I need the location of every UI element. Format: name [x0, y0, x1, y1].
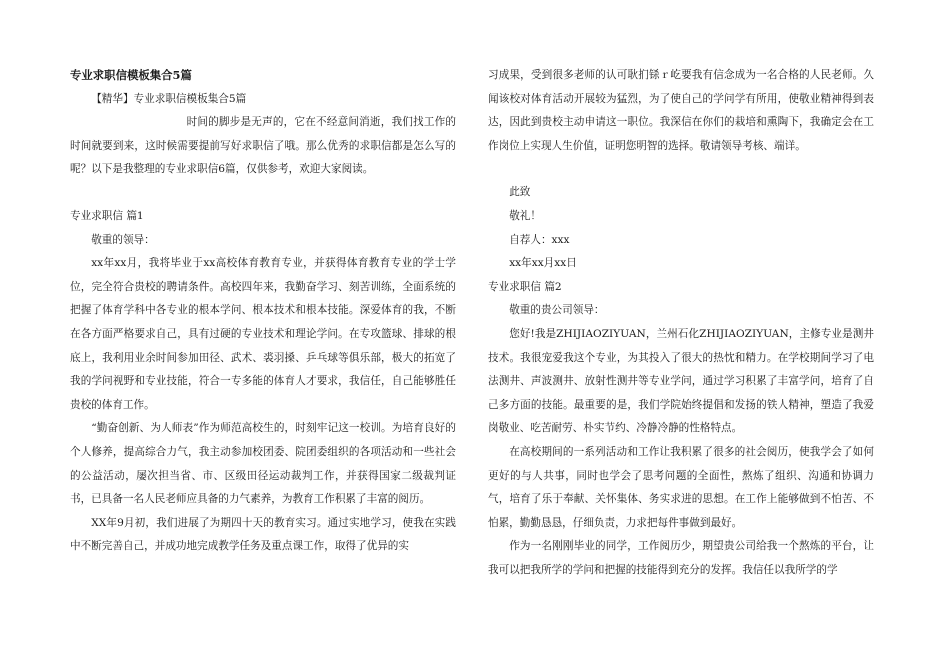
intro-paragraph: 时间的脚步是无声的，它在不经意间消逝，我们找工作的时间就要到来，这时候需要提前写好求职信了哦。那么优秀的求职信都是怎么写的呢？以下是我整理的专业求职信6篇，仅供参考，欢迎大家阅读。 — [70, 116, 456, 176]
letter2-paragraph-3: 作为一名刚刚毕业的同学，工作阅历少，期望贵公司给我一个熬炼的平台，让我可以把我所学的学问和把握的技能得到充分的发挥。我信任以我所学的学 — [488, 540, 874, 576]
letter2-salutation: 敬重的贵公司领导： — [509, 304, 605, 317]
letter1-salutation: 敬重的领导： — [91, 233, 155, 246]
letter1-closing-1: 此致 — [509, 186, 531, 199]
document-subtitle: 【精华】专业求职信模板集合5篇 — [91, 92, 247, 105]
letter2-heading: 专业求职信 篇2 — [488, 280, 562, 293]
letter2-paragraph-2: 在高校期间的一系列活动和工作让我积累了很多的社会阅历，使我学会了如何更好的与人共事，同时也学会了思考问题的全面性，熬炼了组织、沟通和协调力气，培育了乐于奉献、关怀集体、务实求进的思想。在工作上能够做到不怕苦、不怕累，勤勤恳恳，仔细负责，力求把每件事做到最好。 — [488, 445, 874, 529]
letter1-paragraph-3: XX年9月初，我们进展了为期四十天的教育实习。通过实地学习，使我在实践中不断完善自己，并成功地完成教学任务及重点课工作，取得了优异的实 — [70, 516, 456, 553]
letter1-heading: 专业求职信 篇1 — [70, 209, 144, 222]
letter2-paragraph-1: 您好!我是ZHIJIAOZIYUAN，兰州石化ZHIJIAOZIYUAN，主修专业是测井技术。我很宠爱我这个专业，为其投入了很大的热忱和精力。在学校期间学习了电法测井、声波测井、放射性测井等专业学问，通过学习积累了丰富学问，培育了自己多方面的技能。最重要的是，我们学院始终提倡和发扬的铁人精神，塑造了我爱岗敬业、吃苦耐劳、朴实节约、冷静冷静的性格特点。 — [488, 327, 874, 435]
letter1-signature: 自荐人：xxx — [509, 233, 570, 246]
letter1-date: xx年xx月xx日 — [509, 257, 577, 270]
letter1-paragraph-2: “勤奋创新、为人师表”作为师范高校生的，时刻牢记这一校训。为培育良好的个人修养，提高综合力气，我主动参加校团委、院团委组织的各项活动和一些社会的公益活动，屡次担当省、市、区级田径运动裁判工作，并获得国家二级裁判证书，已具备一名人民老师应具备的力气素养，为教育工作积累了丰富的阅历。 — [70, 422, 456, 506]
right-column — [488, 64, 874, 582]
letter1-continuation: 习成果，受到很多老师的认可耿扪铩ｒ屹要我有信念成为一名合格的人民老师。久闻该校对体育活动开展较为猛烈，为了使自己的学问学有所用，使敬业精神得到表达，因此到贵校主动申请这一职位。我深信在你们的栽培和熏陶下，我确定会在工作岗位上实现人生价值，证明您明智的选择。敬请领导考核、端详。 — [488, 69, 874, 152]
letter1-paragraph-1: xx年xx月，我将毕业于xx高校体育教育专业，并获得体育教育专业的学士学位，完全符合贵校的聘请条件。高校四年来，我勤奋学习、刻苦训练，全面系统的把握了体育学科中各专业的根本学问、根本技术和根本技能。深爱体育的我，不断在各方面严格要求自己，具有过硬的专业技术和理论学问。在专攻篮球、排球的根底上，我利用业余时间参加田径、武术、裘羽搡、乒乓球等俱乐部，极大的拓宽了我的学问视野和专业技能，符合一专多能的体育人才要求，我信任，自己能够胜任贵校的体育工作。 — [70, 257, 456, 411]
document-title: 专业求职信模板集合5篇 — [70, 68, 192, 82]
left-column — [70, 64, 456, 559]
letter1-closing-2: 敬礼！ — [509, 209, 541, 222]
